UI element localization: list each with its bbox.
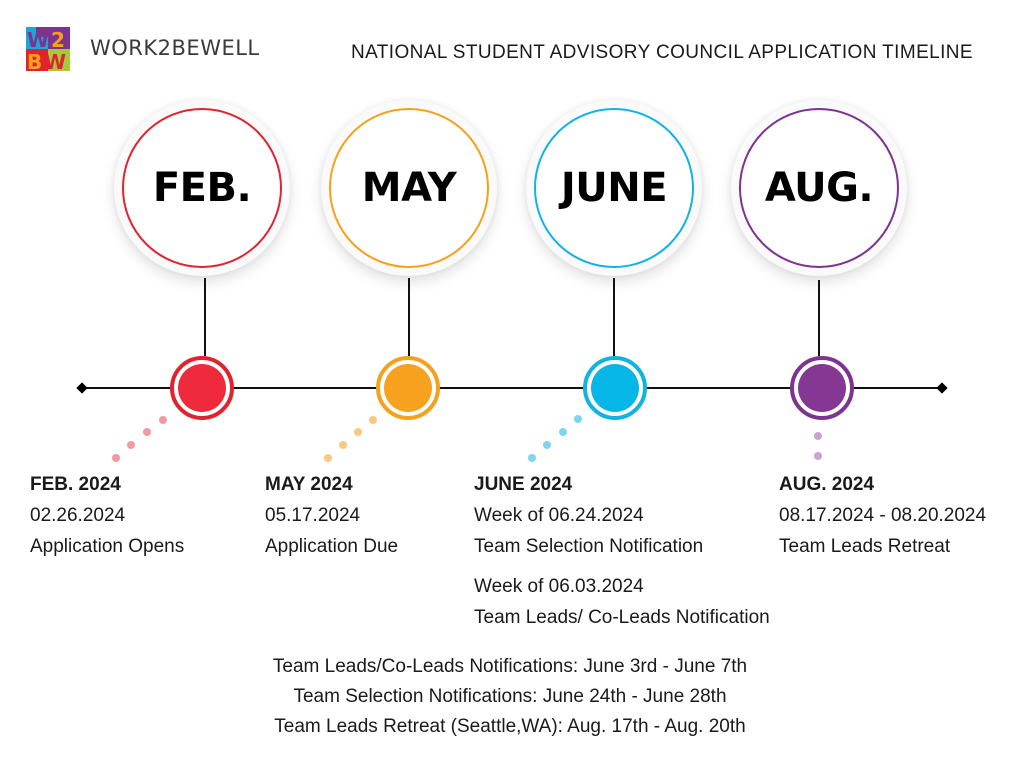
trail-dot-aug <box>814 452 822 460</box>
node-core <box>178 364 226 412</box>
timeline-node-june <box>583 356 647 420</box>
timeline-start-diamond-icon <box>76 382 87 393</box>
month-label: AUG. <box>764 165 874 211</box>
milestone-may <box>265 469 398 562</box>
summary-line-retreat: Team Leads Retreat (Seattle,WA): Aug. 17th - Aug. 20th <box>274 716 746 737</box>
trail-dot-feb <box>143 428 151 436</box>
milestone-date: Week of 06.24.2024 <box>474 505 644 526</box>
month-label: JUNE <box>560 165 668 211</box>
connector-june <box>613 278 615 356</box>
milestone-heading: JUNE 2024 <box>474 474 573 495</box>
logo-icon <box>26 27 70 71</box>
trail-dot-june <box>543 441 551 449</box>
trail-dot-june <box>559 428 567 436</box>
timeline-node-feb <box>170 356 234 420</box>
trail-dot-feb <box>127 441 135 449</box>
connector-aug <box>818 280 820 356</box>
node-core <box>384 364 432 412</box>
trail-dot-june <box>528 454 536 462</box>
milestone-heading: FEB. 2024 <box>30 474 121 495</box>
milestone-heading: MAY 2024 <box>265 474 353 495</box>
milestone-description: Application Opens <box>30 536 185 557</box>
trail-dot-may <box>354 428 362 436</box>
milestone-june <box>474 469 770 633</box>
trail-dot-may <box>369 416 377 424</box>
timeline-node-aug <box>790 356 854 420</box>
milestone-aug <box>779 469 986 562</box>
svg-text:B: B <box>27 50 43 71</box>
month-circle-june <box>534 108 694 268</box>
month-circle-may <box>329 108 489 268</box>
trail-dot-may <box>324 454 332 462</box>
node-core <box>798 364 846 412</box>
brand-name: WORK2BEWELL <box>90 36 260 60</box>
trail-dot-may <box>339 441 347 449</box>
milestone-description: Team Selection Notification <box>474 536 704 557</box>
milestone-date: 08.17.2024 - 08.20.2024 <box>779 505 987 526</box>
milestone-feb <box>30 469 184 562</box>
milestone-date: 05.17.2024 <box>265 505 361 526</box>
trail-dot-feb <box>112 454 120 462</box>
milestone-extra-date: Week of 06.03.2024 <box>474 576 644 597</box>
summary-line-leads: Team Leads/Co-Leads Notifications: June 3rd - June 7th <box>272 656 748 677</box>
summary-notes <box>0 652 1024 742</box>
w2bw-logo <box>26 27 70 71</box>
milestone-extra-description: Team Leads/ Co-Leads Notification <box>474 607 770 628</box>
node-core <box>591 364 639 412</box>
timeline-end-diamond-icon <box>936 382 947 393</box>
trail-dot-aug <box>814 432 822 440</box>
timeline-node-may <box>376 356 440 420</box>
milestone-heading: AUG. 2024 <box>779 474 875 495</box>
month-circle-aug <box>739 108 899 268</box>
connector-may <box>408 278 410 356</box>
summary-line-selection: Team Selection Notifications: June 24th - June 28th <box>293 686 727 707</box>
trail-dot-june <box>574 415 582 423</box>
milestone-date: 02.26.2024 <box>30 505 126 526</box>
page-title: NATIONAL STUDENT ADVISORY COUNCIL APPLICATION TIMELINE <box>351 42 974 63</box>
trail-dot-feb <box>159 416 167 424</box>
milestone-description: Application Due <box>265 536 399 557</box>
month-label: FEB. <box>152 165 252 211</box>
milestone-description: Team Leads Retreat <box>779 536 951 557</box>
connector-feb <box>204 278 206 356</box>
month-label: MAY <box>361 165 457 211</box>
svg-text:W: W <box>44 50 67 71</box>
svg-text:2: 2 <box>51 28 65 52</box>
svg-text:W: W <box>27 28 50 52</box>
month-circle-feb <box>122 108 282 268</box>
